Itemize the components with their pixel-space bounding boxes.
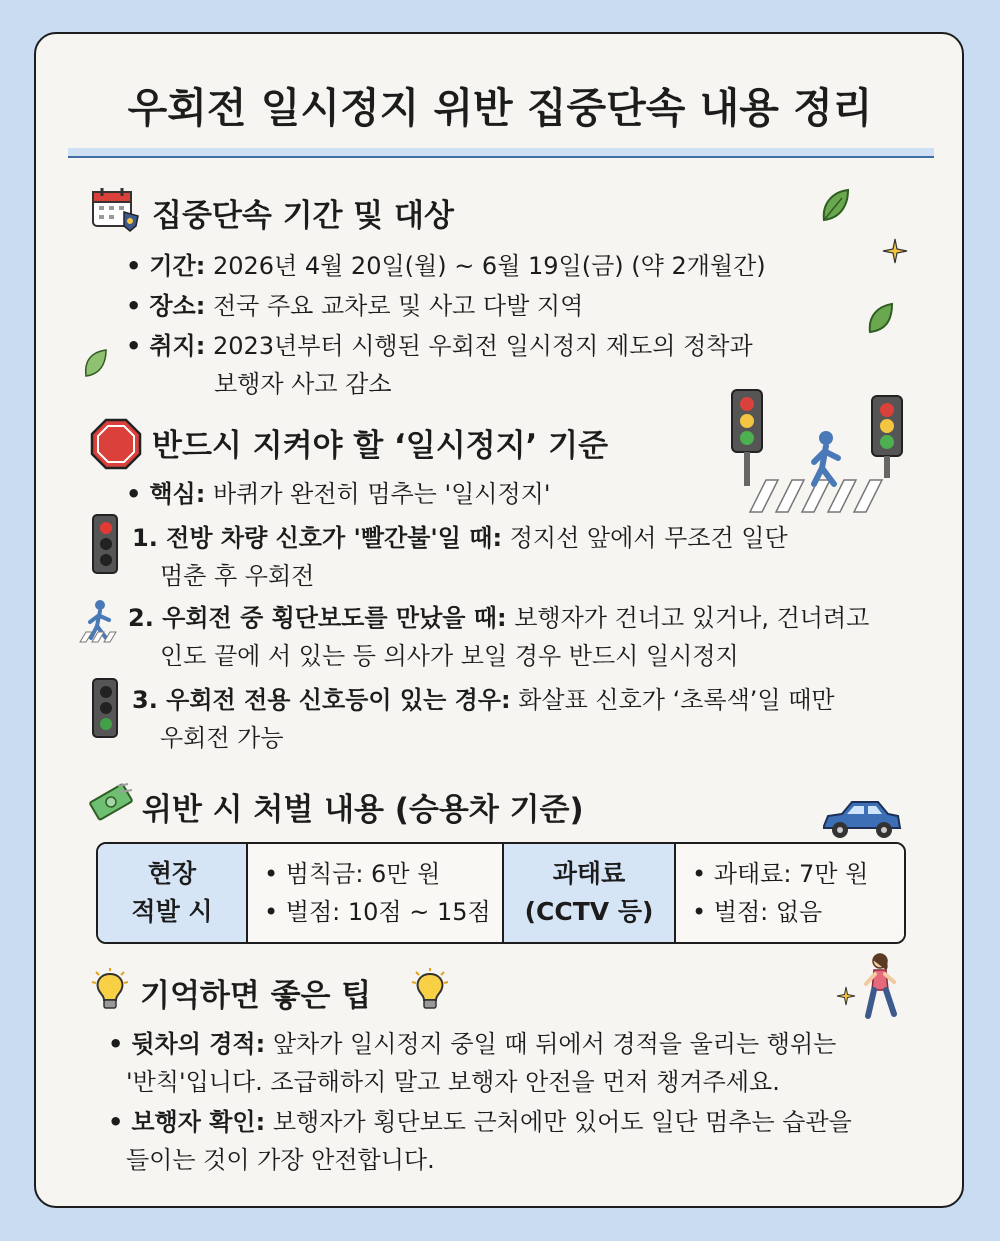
rule-item-1-cont: 멈춘 후 우회전 <box>160 562 315 590</box>
table-cell-line: • 과태료: 7만 원 <box>692 860 869 888</box>
table-cell-line: • 벌점: 10점 ~ 15점 <box>264 898 491 926</box>
rule-text: 화살표 신호가 ‘초록색’일 때만 <box>518 686 835 714</box>
rule-item-2 <box>128 598 869 638</box>
rule-label: 2. 우회전 중 횡단보도를 만났을 때: <box>128 604 507 632</box>
bullet: • <box>126 292 142 320</box>
table-cell-onsite-penalty <box>248 844 504 942</box>
tip-text: 보행자가 횡단보도 근처에만 있어도 일단 멈추는 습관을 <box>272 1108 852 1136</box>
item-text: 2023년부터 시행된 우회전 일시정지 제도의 정착과 <box>212 332 753 360</box>
rule-item-1 <box>132 518 788 558</box>
lightbulb-icon <box>90 968 130 1012</box>
pedestrian-icon <box>78 598 122 644</box>
money-icon <box>88 782 134 822</box>
stop-sign-icon <box>90 418 142 470</box>
item-label: 장소: <box>149 292 206 320</box>
green-arrow-traffic-light-icon <box>92 678 118 738</box>
rule-label: 1. 전방 차량 신호가 '빨간불'일 때: <box>132 524 503 552</box>
tip-item-horn <box>108 1024 836 1064</box>
section-title-period: 집중단속 기간 및 대상 <box>152 198 454 234</box>
title-wrap <box>62 78 938 138</box>
tip-item-horn-cont: '반칙'입니다. 조급해하지 말고 보행자 안전을 먼저 챙겨주세요. <box>126 1068 780 1096</box>
bullet: • <box>108 1108 124 1136</box>
tip-label: 뒷차의 경적: <box>131 1030 266 1058</box>
table-header-fine <box>504 844 676 942</box>
item-text: 2026년 4월 20일(월) ~ 6월 19일(금) (약 2개월간) <box>212 252 766 280</box>
sparkle-icon <box>882 238 908 264</box>
tip-item-pedestrian-cont: 들이는 것이 가장 안전합니다. <box>126 1146 435 1174</box>
walking-woman-icon <box>858 952 902 1024</box>
car-icon <box>818 796 904 842</box>
table-header-line: (CCTV 등) <box>524 897 654 926</box>
bullet: • <box>126 332 142 360</box>
tip-item-pedestrian <box>108 1102 852 1142</box>
table-cell-line: • 범칙금: 6만 원 <box>264 860 441 888</box>
lightbulb-icon <box>410 968 450 1012</box>
list-item-core <box>126 474 550 514</box>
sparkle-icon <box>836 986 856 1006</box>
crosswalk-illustration-icon <box>730 388 920 516</box>
rule-item-2-cont: 인도 끝에 서 있는 등 의사가 보일 경우 반드시 일시정지 <box>160 642 739 670</box>
item-label: 핵심: <box>149 480 206 508</box>
rule-label: 3. 우회전 전용 신호등이 있는 경우: <box>132 686 511 714</box>
title-underline <box>68 148 934 158</box>
tip-text: 앞차가 일시정지 중일 때 뒤에서 경적을 울리는 행위는 <box>272 1030 837 1058</box>
leaf-icon <box>818 186 852 226</box>
list-item-purpose-cont: 보행자 사고 감소 <box>214 370 392 398</box>
bullet: • <box>126 480 142 508</box>
leaf-icon <box>866 300 896 336</box>
rule-text: 보행자가 건너고 있거나, 건너려고 <box>514 604 870 632</box>
leaf-icon <box>82 346 110 380</box>
rule-item-3 <box>132 680 835 720</box>
red-traffic-light-icon <box>92 514 118 574</box>
list-item-purpose <box>126 326 753 366</box>
item-label: 기간: <box>149 252 206 280</box>
penalty-table <box>96 842 906 944</box>
section-title-criteria: 반드시 지켜야 할 ‘일시정지’ 기준 <box>152 428 609 464</box>
rule-item-3-cont: 우회전 가능 <box>160 724 284 752</box>
section-title-penalty: 위반 시 처벌 내용 (승용차 기준) <box>142 792 584 828</box>
calendar-icon <box>90 186 142 232</box>
table-cell-fine-penalty <box>676 844 904 942</box>
bullet: • <box>126 252 142 280</box>
table-header-line: 적발 시 <box>131 897 213 926</box>
rule-text: 정지선 앞에서 무조건 일단 <box>509 524 788 552</box>
list-item-period <box>126 246 766 286</box>
item-text: 바퀴가 완전히 멈추는 '일시정지' <box>212 480 551 508</box>
item-label: 취지: <box>149 332 206 360</box>
tip-label: 보행자 확인: <box>131 1108 266 1136</box>
table-header-line: 과태료 <box>552 859 626 888</box>
item-text: 전국 주요 교차로 및 사고 다발 지역 <box>212 292 584 320</box>
table-header-onsite <box>98 844 248 942</box>
section-title-tips: 기억하면 좋은 팁 <box>140 978 372 1014</box>
bullet: • <box>108 1030 124 1058</box>
table-cell-line: • 벌점: 없음 <box>692 898 823 926</box>
list-item-place <box>126 286 583 326</box>
page-title: 우회전 일시정지 위반 집중단속 내용 정리 <box>127 84 873 132</box>
table-header-line: 현장 <box>147 859 197 888</box>
